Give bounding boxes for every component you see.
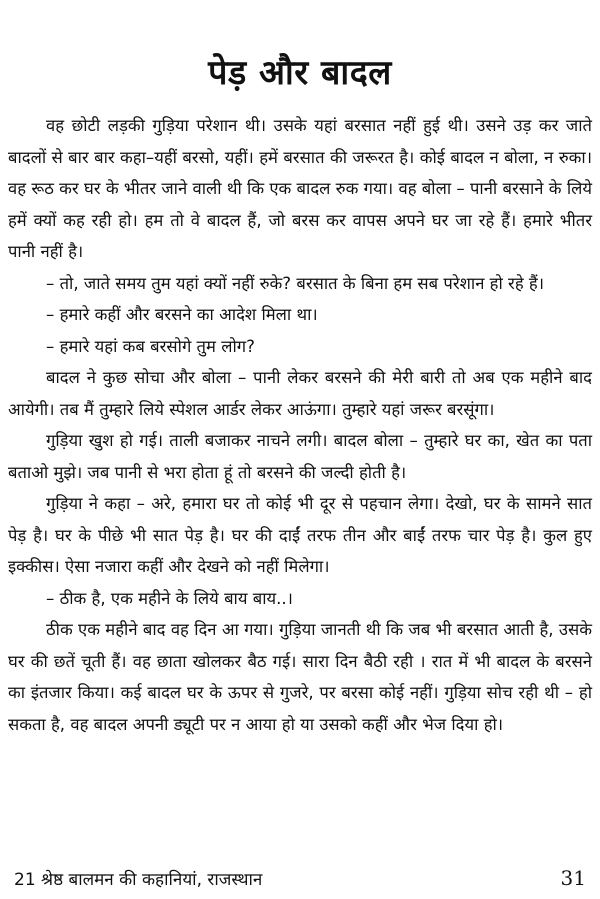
story-paragraph: गुड़िया ने कहा – अरे, हमारा घर तो कोई भी दूर से पहचान लेगा। देखो, घर के सामने सात पेड़ है। घर के पीछे भी सात पेड़ है। घर की दाईं तरफ तीन और बाईं तरफ चार पेड़ है। कुल हुए इक्कीस। ऐसा नजारा कहीं और देखने को नहीं मिलेगा। — [8, 494, 592, 576]
footer-page-number: 31 — [560, 866, 586, 890]
story-paragraph: गुड़िया खुश हो गई। ताली बजाकर नाचने लगी। बादल बोला – तुम्हारे घर का, खेत का पता बताओ मुझे। जब पानी से भरा होता हूं तो बरसने की जल्दी होती है। — [8, 431, 592, 482]
page-title: पेड़ और बादल — [208, 52, 392, 93]
footer-book-title: 21 श्रेष्ठ बालमन की कहानियां, राजस्थान — [14, 870, 263, 890]
story-body — [8, 110, 592, 740]
story-paragraph: बादल ने कुछ सोचा और बोला – पानी लेकर बरसने की मेरी बारी तो अब एक महीने बाद आयेगी। तब मैं तुम्हारे लिये स्पेशल आर्डर लेकर आऊंगा। तुम्हारे यहां जरूर बरसूंगा। — [8, 368, 592, 419]
story-paragraph: – ठीक है, एक महीने के लिये बाय बाय..। — [46, 588, 293, 608]
story-paragraph: – तो, जाते समय तुम यहां क्यों नहीं रुके? बरसात के बिना हम सब परेशान हो रहे हैं। — [46, 273, 545, 293]
story-paragraph: – हमारे यहां कब बरसोगे तुम लोग? — [46, 336, 255, 356]
story-paragraph: ठीक एक महीने बाद वह दिन आ गया। गुड़िया जानती थी कि जब भी बरसात आती है, उसके घर की छतें चूती हैं। वह छाता खोलकर बैठ गई। सारा दिन बैठी रही । रात में भी बादल के बरसने का इंतजार किया। कई बादल घर के ऊपर से गुजरे, पर बरसा कोई नहीं। गुड़िया सोच रही थी – हो सकता है, वह बादल अपनी ड्यूटी पर न आया हो या उसको कहीं और भेज दिया हो। — [8, 620, 592, 734]
story-paragraph: – हमारे कहीं और बरसने का आदेश मिला था। — [46, 305, 318, 324]
story-paragraph: वह छोटी लड़की गुड़िया परेशान थी। उसके यहां बरसात नहीं हुई थी। उसने उड़ कर जाते बादलों से बार बार कहा–यहीं बरसो, यहीं। हमें बरसात की जरूरत है। कोई बादल न बोला, न रुका। वह रूठ कर घर के भीतर जाने वाली थी कि एक बादल रुक गया। वह बोला – पानी बरसाने के लिये हमें क्यों कह रही हो। हम तो वे बादल हैं, जो बरस कर वापस अपने घर जा रहे हैं। हमारे भीतर पानी नहीं है। — [8, 116, 592, 261]
